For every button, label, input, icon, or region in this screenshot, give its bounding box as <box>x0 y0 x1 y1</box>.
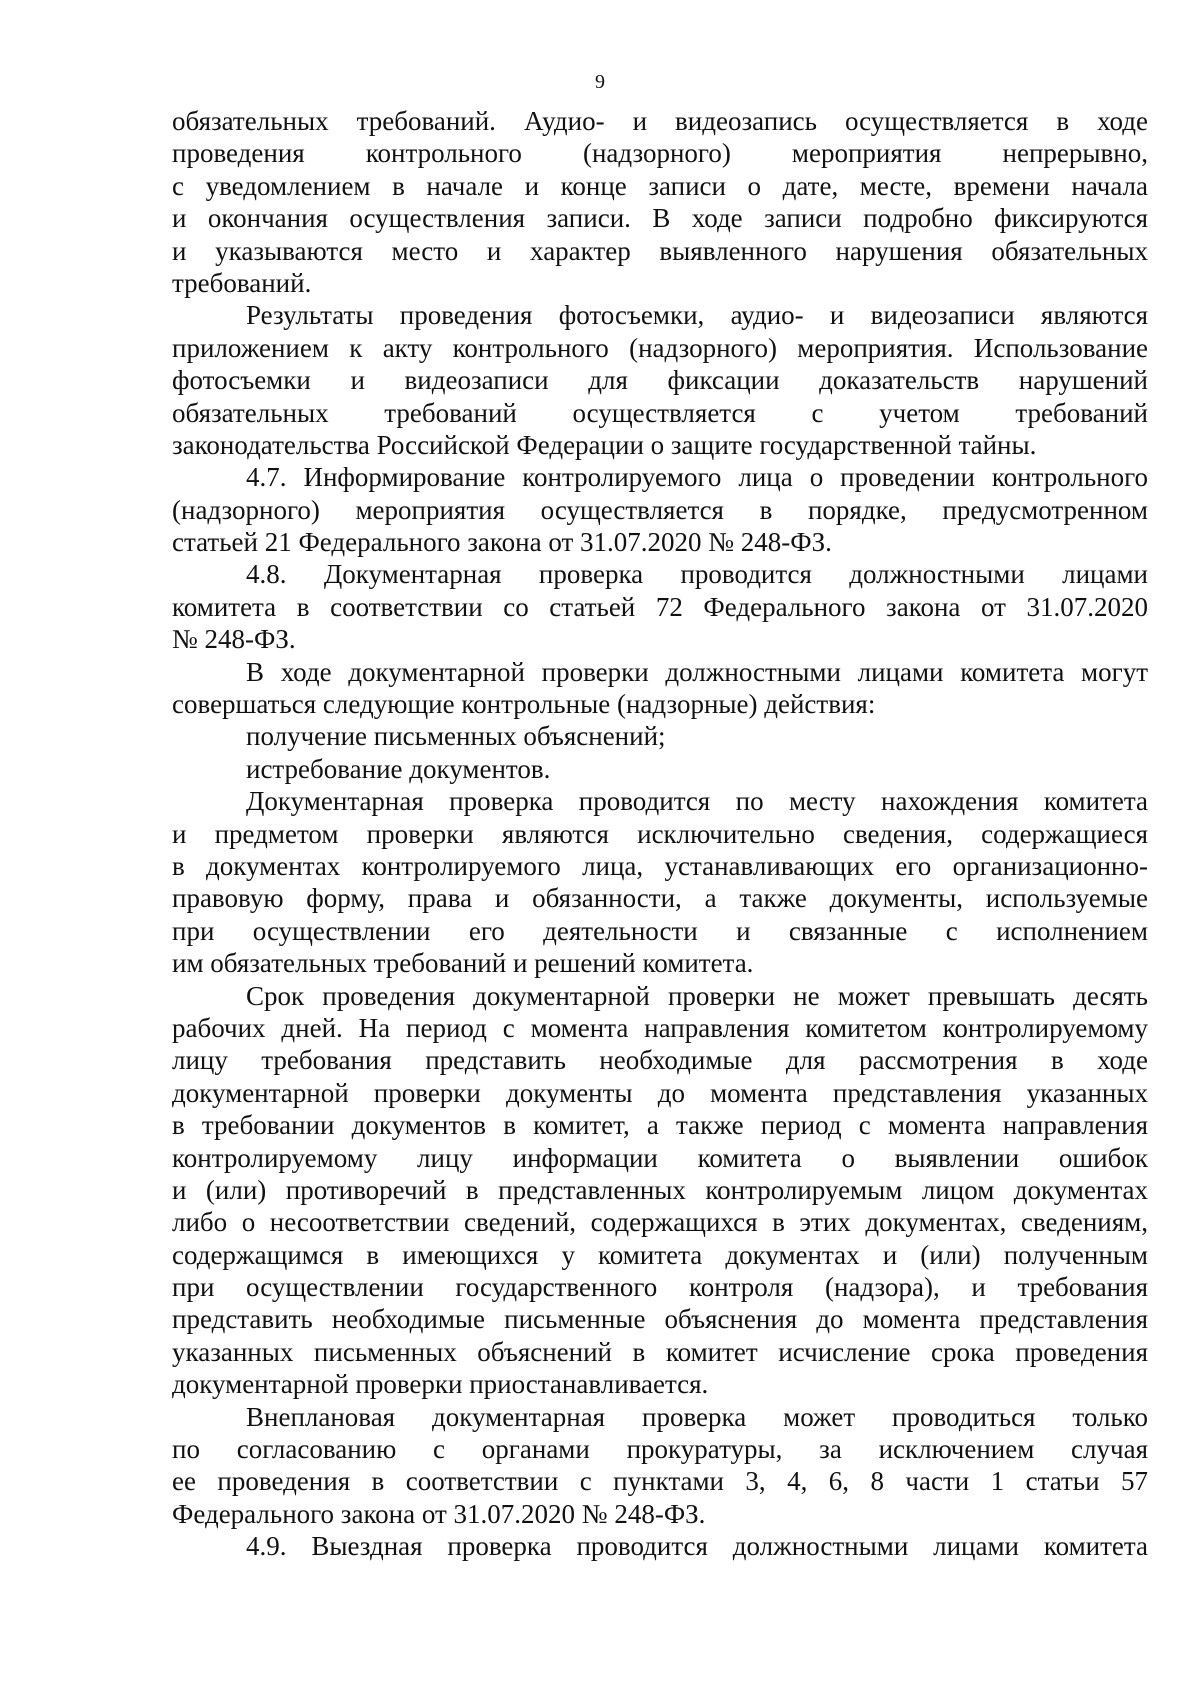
text-line: в требовании документов в комитет, а также период с момента направления <box>172 1110 1148 1141</box>
text-line: получение письменных объяснений; <box>246 721 666 752</box>
text-line: 4.9. Выездная проверка проводится должностными лицами комитета <box>246 1531 1148 1562</box>
text-line: Внеплановая документарная проверка может проводиться только <box>246 1401 1148 1432</box>
text-line: документарной проверки приостанавливается. <box>172 1369 709 1400</box>
text-line: В ходе документарной проверки должностными лицами комитета могут <box>246 656 1148 687</box>
text-line: в документах контролируемого лица, устанавливающих его организационно- <box>172 850 1148 881</box>
text-line: совершаться следующие контрольные (надзорные) действия: <box>172 689 876 720</box>
text-line: с уведомлением в начале и конце записи о дате, месте, времени начала <box>172 170 1148 201</box>
text-line: требований. <box>172 267 312 298</box>
text-line: Срок проведения документарной проверки не может превышать десять <box>246 980 1148 1011</box>
text-line: обязательных требований. Аудио- и видеозапись осуществляется в ходе <box>172 106 1148 136</box>
text-line: комитета в соответствии со статьей 72 Федерального закона от 31.07.2020 <box>172 591 1148 622</box>
text-line: статьей 21 Федерального закона от 31.07.2020 № 248-ФЗ. <box>172 527 832 558</box>
text-line: и (или) противоречий в представленных контролируемым лицом документах <box>172 1174 1148 1205</box>
text-line: истребование документов. <box>246 753 551 784</box>
text-line: и указываются место и характер выявленного нарушения обязательных <box>172 235 1148 266</box>
text-line: № 248-ФЗ. <box>172 624 296 655</box>
text-line: проведения контрольного (надзорного) мероприятия непрерывно, <box>172 138 1148 169</box>
text-line: документарной проверки документы до момента представления указанных <box>172 1077 1148 1108</box>
text-line: правовую форму, права и обязанности, а также документы, используемые <box>172 883 1148 914</box>
text-line: Документарная проверка проводится по месту нахождения комитета <box>246 786 1148 817</box>
text-line: и окончания осуществления записи. В ходе записи подробно фиксируются <box>172 203 1148 234</box>
page-number: 9 <box>595 71 605 93</box>
text-line: при осуществлении его деятельности и связанные с исполнением <box>172 915 1148 946</box>
text-line: указанных письменных объяснений в комитет исчисление срока проведения <box>172 1336 1148 1367</box>
text-line: по согласованию с органами прокуратуры, за исключением случая <box>172 1434 1148 1465</box>
text-line: законодательства Российской Федерации о защите государственной тайны. <box>172 429 1037 460</box>
text-line: фотосъемки и видеозаписи для фиксации доказательств нарушений <box>172 365 1148 396</box>
text-line: 4.8. Документарная проверка проводится должностными лицами <box>246 559 1148 590</box>
text-line: рабочих дней. На период с момента направления комитетом контролируемому <box>172 1012 1148 1043</box>
text-line: 4.7. Информирование контролируемого лица о проведении контрольного <box>246 462 1148 493</box>
document-body <box>172 105 1148 1563</box>
text-line: приложением к акту контрольного (надзорного) мероприятия. Использование <box>172 332 1148 363</box>
text-line: либо о несоответствии сведений, содержащихся в этих документах, сведениям, <box>172 1207 1148 1238</box>
text-line: обязательных требований осуществляется с учетом требований <box>172 397 1148 428</box>
text-line: (надзорного) мероприятия осуществляется в порядке, предусмотренном <box>172 494 1148 525</box>
text-line: при осуществлении государственного контроля (надзора), и требования <box>172 1272 1148 1303</box>
text-line: им обязательных требований и решений комитета. <box>172 948 754 979</box>
text-line: ее проведения в соответствии с пунктами 3, 4, 6, 8 части 1 статьи 57 <box>172 1466 1148 1497</box>
text-line: лицу требования представить необходимые для рассмотрения в ходе <box>172 1045 1148 1076</box>
text-line: содержащимся в имеющихся у комитета документах и (или) полученным <box>172 1239 1148 1270</box>
text-line: Федерального закона от 31.07.2020 № 248-ФЗ. <box>172 1498 706 1529</box>
text-line: представить необходимые письменные объяснения до момента представления <box>172 1304 1148 1335</box>
text-line: контролируемому лицу информации комитета о выявлении ошибок <box>172 1142 1148 1173</box>
text-line: Результаты проведения фотосъемки, аудио- и видеозаписи являются <box>246 300 1148 331</box>
text-line: и предметом проверки являются исключительно сведения, содержащиеся <box>172 818 1148 849</box>
